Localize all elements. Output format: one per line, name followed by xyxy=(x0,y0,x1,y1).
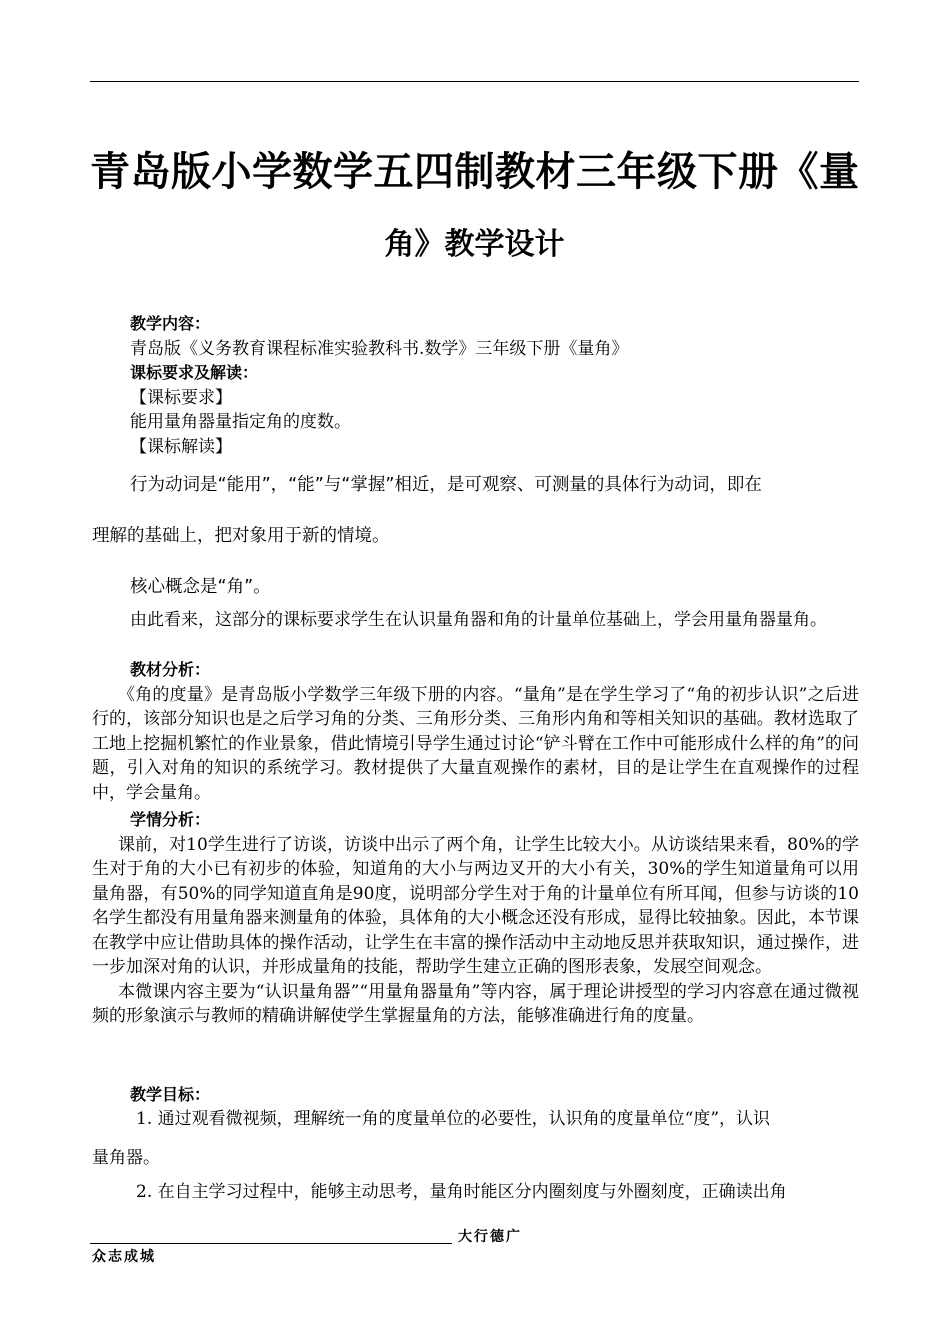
section-heading: 教学目标： xyxy=(130,1085,211,1104)
goal-item-1-cont xyxy=(92,1146,859,1171)
paragraph-behavior-verb xyxy=(92,472,859,498)
document-title-line1: 青岛版小学数学五四制教材三年级下册《量 xyxy=(90,149,860,195)
section-heading: 学情分析： xyxy=(130,810,211,829)
list-item: 1. 通过观看微视频，理解统一角的度量单位的必要性，认识角的度量单位“度”，认识 xyxy=(136,1109,771,1129)
paragraph: 青岛版《义务教育课程标准实验教科书.数学》三年级下册《量角》 xyxy=(130,338,629,359)
section-heading: 课标要求及解读： xyxy=(130,363,259,382)
goal-item-1 xyxy=(92,1107,859,1132)
section-heading: 教材分析： xyxy=(130,660,211,679)
paragraph-conclusion xyxy=(92,608,859,633)
paragraph: 课前，对10学生进行了访谈，访谈中出示了两个角，让学生比较大小。从访谈结果来看，80%的学生对于角的大小已有初步的体验，知道角的大小与两边叉开的大小有关，30%的学生知道量角可以用量角器，有50%的同学知道直角是90度，说明部分学生对于角的计量单位有所耳闻，但参与访谈的10名学生都没有用量角器来测量角的体验，具体角的大小概念还没有形成，显得比较抽象。因此，本节课在教学中应让借助具体的操作活动，让学生在丰富的操作活动中主动地反思并获取知识，通过操作，进一步加深对角的认识，并形成量角的技能，帮助学生建立正确的图形表象，发展空间观念。 xyxy=(92,834,859,977)
document-title-line2: 角》教学设计 xyxy=(384,227,565,262)
header-rule xyxy=(90,81,859,82)
paragraph: 能用量角器量指定角的度数。 xyxy=(130,412,351,432)
section-heading: 教学内容： xyxy=(130,314,211,333)
paragraph-core-concept xyxy=(92,574,859,600)
footer-motto-right: 大行德广 xyxy=(458,1229,522,1245)
paragraph: 本微课内容主要为“认识量角器”“用量角器量角”等内容，属于理论讲授型的学习内容意在通过微视频的形象演示与教师的精确讲解使学生掌握量角的方法，能够准确进行角的度量。 xyxy=(92,981,859,1026)
paragraph: 由此看来，这部分的课标要求学生在认识量角器和角的计量单位基础上，学会用量角器量角。 xyxy=(130,610,827,630)
paragraph-line: 核心概念是“角”。 xyxy=(130,577,271,597)
section-teaching-goals xyxy=(92,1083,859,1108)
paragraph-line: 行为动词是“能用”，“能”与“掌握”相近，是可观察、可测量的具体行为动词，即在 xyxy=(130,475,762,495)
section-learner-analysis xyxy=(92,808,859,1029)
subheading: 【课标要求】 xyxy=(130,387,232,408)
subheading: 【课标解读】 xyxy=(130,436,232,457)
footer-rule xyxy=(90,1243,452,1244)
section-textbook-analysis xyxy=(92,658,859,805)
paragraph: 《角的度量》是青岛版小学数学三年级下册的内容。“量角”是在学生学习了“角的初步认识”之后进行的，该部分知识也是之后学习角的分类、三角形分类、三角形内角和等相关知识的基础。教材选取了工地上挖掘机繁忙的作业景象，借此情境引导学生通过讨论“铲斗臂在工作中可能形成什么样的角”的问题，引入对角的知识的系统学习。教材提供了大量直观操作的素材，目的是让学生在直观操作的过程中，学会量角。 xyxy=(92,684,859,803)
goal-item-2 xyxy=(92,1180,859,1205)
section-content-and-standards xyxy=(92,312,859,459)
list-item-cont: 量角器。 xyxy=(92,1148,160,1168)
footer-motto-left: 众志成城 xyxy=(92,1249,156,1265)
list-item: 2. 在自主学习过程中，能够主动思考，量角时能区分内圈刻度与外圈刻度，正确读出角 xyxy=(136,1182,787,1202)
paragraph-line: 理解的基础上，把对象用于新的情境。 xyxy=(92,526,390,546)
paragraph-behavior-verb-cont xyxy=(92,523,859,549)
